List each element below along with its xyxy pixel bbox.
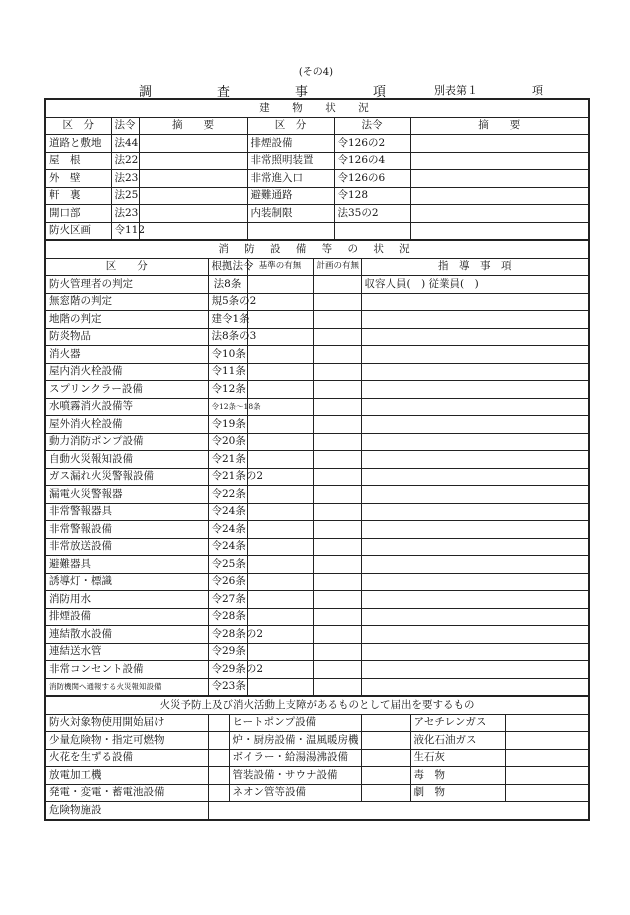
plan-check-field[interactable] (313, 538, 361, 556)
legal-basis: 令10条 (208, 346, 247, 364)
legal-basis: 法8条 (208, 276, 247, 294)
plan-check-field[interactable] (313, 293, 361, 311)
check-field[interactable] (361, 767, 410, 785)
check-field[interactable] (505, 784, 589, 802)
sheet-number: (その4) (298, 67, 334, 78)
check-field[interactable] (208, 767, 229, 785)
table-row (45, 451, 589, 469)
standard-check-field[interactable] (247, 381, 313, 399)
plan-check-field[interactable] (313, 678, 361, 696)
check-field[interactable] (208, 749, 229, 767)
guidance-field[interactable] (361, 556, 589, 574)
table-cell: 内装制限 (247, 205, 334, 223)
plan-check-field[interactable] (313, 311, 361, 329)
legal-basis: 令21条 (208, 451, 247, 469)
legal-basis: 令23条 (208, 678, 247, 696)
table-cell: 非常進入口 (247, 170, 334, 188)
check-field[interactable] (361, 732, 410, 750)
plan-check-field[interactable] (313, 591, 361, 609)
table-row (45, 381, 589, 399)
building-section-title: 建 物 状 況 (45, 99, 589, 117)
legal-basis: 令20条 (208, 433, 247, 451)
table-cell (247, 222, 334, 240)
report-item: ヒートポンプ設備 (229, 714, 361, 732)
entry-field[interactable] (410, 187, 589, 205)
standard-check-field[interactable] (247, 346, 313, 364)
check-field[interactable] (505, 732, 589, 750)
standard-check-field[interactable] (247, 293, 313, 311)
report-item: 劇 物 (410, 784, 505, 802)
equipment-name: 動力消防ポンプ設備 (45, 433, 208, 451)
standard-check-field[interactable] (247, 538, 313, 556)
equipment-name: 誘導灯・標識 (45, 573, 208, 591)
table-row (45, 346, 589, 364)
report-item: 毒 物 (410, 767, 505, 785)
plan-check-field[interactable] (313, 416, 361, 434)
table-cell: 屋 根 (45, 152, 111, 170)
legal-basis: 令21条の2 (208, 468, 247, 486)
guidance-field[interactable] (361, 311, 589, 329)
legal-basis: 建令1条 (208, 311, 247, 329)
table-row (45, 486, 589, 504)
plan-check-field[interactable] (313, 503, 361, 521)
table-row (45, 152, 589, 170)
equipment-name: 地階の判定 (45, 311, 208, 329)
guidance-field[interactable] (361, 678, 589, 696)
plan-check-field[interactable] (313, 433, 361, 451)
entry-field[interactable] (410, 135, 589, 153)
report-item: 生石灰 (410, 749, 505, 767)
table-row (45, 328, 589, 346)
table-cell (334, 222, 410, 240)
table-cell: 法35の2 (334, 205, 410, 223)
guidance-field[interactable] (361, 661, 589, 679)
check-field[interactable] (505, 767, 589, 785)
entry-field[interactable] (139, 187, 247, 205)
column-header: 基準の有無 (247, 258, 313, 276)
guidance-field[interactable] (361, 486, 589, 504)
plan-check-field[interactable] (313, 556, 361, 574)
table-row (45, 187, 589, 205)
entry-field[interactable] (410, 205, 589, 223)
equipment-name: 水噴霧消火設備等 (45, 398, 208, 416)
table-row (45, 784, 589, 802)
standard-check-field[interactable] (247, 363, 313, 381)
table-row (45, 626, 589, 644)
equipment-name: 防火管理者の判定 (45, 276, 208, 294)
table-row (45, 398, 589, 416)
plan-check-field[interactable] (313, 521, 361, 539)
equipment-name: 非常放送設備 (45, 538, 208, 556)
check-field[interactable] (208, 714, 229, 732)
guidance-field[interactable] (361, 643, 589, 661)
table-cell: 令126の6 (334, 170, 410, 188)
table-cell: 令128 (334, 187, 410, 205)
standard-check-field[interactable] (247, 451, 313, 469)
table-row (45, 276, 589, 294)
report-item: 液化石油ガス (410, 732, 505, 750)
table-row (45, 468, 589, 486)
table-row (45, 311, 589, 329)
survey-table (44, 98, 590, 821)
table-row (45, 749, 589, 767)
table-row (45, 433, 589, 451)
standard-check-field[interactable] (247, 573, 313, 591)
table-row (45, 135, 589, 153)
table-cell: 道路と敷地 (45, 135, 111, 153)
table-cell: 避難通路 (247, 187, 334, 205)
item-label: 項 (532, 84, 543, 97)
plan-check-field[interactable] (313, 626, 361, 644)
legal-basis: 令29条の2 (208, 661, 247, 679)
equipment-name: 無窓階の判定 (45, 293, 208, 311)
table-cell: 令126の2 (334, 135, 410, 153)
equipment-name: 消防機関へ通報する火災報知設備 (45, 678, 208, 696)
plan-check-field[interactable] (313, 398, 361, 416)
report-item: 火花を生ずる設備 (45, 749, 208, 767)
table-row (45, 416, 589, 434)
check-field[interactable] (208, 784, 229, 802)
column-header: 法令 (111, 117, 139, 135)
table-row (45, 573, 589, 591)
table-row (45, 538, 589, 556)
column-header: 摘 要 (139, 117, 247, 135)
legal-basis: 規5条の2 (208, 293, 247, 311)
equipment-name: 非常コンセント設備 (45, 661, 208, 679)
survey-form (44, 66, 588, 821)
standard-check-field[interactable] (247, 416, 313, 434)
check-field[interactable] (505, 749, 589, 767)
legal-basis: 令26条 (208, 573, 247, 591)
check-field[interactable] (505, 714, 589, 732)
plan-check-field[interactable] (313, 661, 361, 679)
equipment-name: 消火器 (45, 346, 208, 364)
table-cell: 防火区画 (45, 222, 111, 240)
legal-basis: 令28条の2 (208, 626, 247, 644)
table-row (45, 503, 589, 521)
table-cell: 開口部 (45, 205, 111, 223)
plan-check-field[interactable] (313, 573, 361, 591)
table-row (45, 661, 589, 679)
legal-basis: 令24条 (208, 521, 247, 539)
column-header: 指 導 事 項 (361, 258, 589, 276)
plan-check-field[interactable] (313, 643, 361, 661)
standard-check-field[interactable] (247, 503, 313, 521)
table-cell: 法25 (111, 187, 139, 205)
report-item: 防火対象物使用開始届け (45, 714, 208, 732)
standard-check-field[interactable] (247, 556, 313, 574)
table-cell: 外 壁 (45, 170, 111, 188)
standard-check-field[interactable] (247, 521, 313, 539)
fire-section-title: 消 防 設 備 等 の 状 況 (45, 240, 589, 258)
plan-check-field[interactable] (313, 381, 361, 399)
column-header: 根拠法令 (208, 258, 247, 276)
column-header: 区 分 (45, 117, 111, 135)
table-row (45, 99, 589, 117)
report-item: 危険物施設 (45, 802, 208, 820)
guidance-field[interactable] (361, 608, 589, 626)
legal-basis: 令24条 (208, 503, 247, 521)
report-item: 放電加工機 (45, 767, 208, 785)
table-row (45, 556, 589, 574)
entry-field[interactable] (139, 135, 247, 153)
guidance-field[interactable] (361, 381, 589, 399)
plan-check-field[interactable] (313, 468, 361, 486)
entry-field[interactable] (139, 205, 247, 223)
entry-field[interactable] (410, 170, 589, 188)
report-item: アセチレンガス (410, 714, 505, 732)
legal-basis: 令25条 (208, 556, 247, 574)
equipment-name: 屋内消火栓設備 (45, 363, 208, 381)
equipment-name: 漏電火災警報器 (45, 486, 208, 504)
table-cell: 令112 (111, 222, 139, 240)
plan-check-field[interactable] (313, 328, 361, 346)
entry-field[interactable] (139, 170, 247, 188)
equipment-name: 連結送水管 (45, 643, 208, 661)
table-row (45, 170, 589, 188)
table-cell: 排煙設備 (247, 135, 334, 153)
table-row (45, 240, 589, 258)
plan-check-field[interactable] (313, 363, 361, 381)
equipment-name: 非常警報設備 (45, 521, 208, 539)
entry-field[interactable] (410, 222, 589, 240)
guidance-field[interactable] (361, 398, 589, 416)
equipment-name: 連結散水設備 (45, 626, 208, 644)
legal-basis: 令11条 (208, 363, 247, 381)
form-title: 調 査 事 項 (139, 85, 413, 100)
column-header: 法令 (334, 117, 410, 135)
check-field[interactable] (361, 784, 410, 802)
plan-check-field[interactable] (313, 486, 361, 504)
table-row (45, 732, 589, 750)
plan-check-field[interactable] (313, 608, 361, 626)
plan-check-field[interactable] (313, 346, 361, 364)
table-row (45, 678, 589, 696)
table-row (45, 293, 589, 311)
equipment-name: 消防用水 (45, 591, 208, 609)
legal-basis: 令27条 (208, 591, 247, 609)
check-field[interactable] (361, 749, 410, 767)
standard-check-field[interactable] (247, 591, 313, 609)
guidance-field[interactable] (361, 591, 589, 609)
standard-check-field[interactable] (247, 328, 313, 346)
legal-basis: 令22条 (208, 486, 247, 504)
equipment-name: 防炎物品 (45, 328, 208, 346)
table-row (45, 205, 589, 223)
report-item: ボイラー・給湯湯沸設備 (229, 749, 361, 767)
guidance-field[interactable] (361, 521, 589, 539)
standard-check-field[interactable] (247, 276, 313, 294)
report-item: ネオン管等設備 (229, 784, 361, 802)
equipment-name: 非常警報器具 (45, 503, 208, 521)
check-field[interactable] (361, 714, 410, 732)
table-row (45, 222, 589, 240)
guidance-note: 収容人員( ) 従業員( ) (361, 276, 589, 294)
guidance-field[interactable] (361, 328, 589, 346)
guidance-field[interactable] (361, 293, 589, 311)
guidance-field[interactable] (361, 573, 589, 591)
standard-check-field[interactable] (247, 486, 313, 504)
equipment-name: 避難器具 (45, 556, 208, 574)
column-header: 摘 要 (410, 117, 589, 135)
guidance-field[interactable] (361, 346, 589, 364)
standard-check-field[interactable] (247, 311, 313, 329)
legal-basis: 令28条 (208, 608, 247, 626)
guidance-field[interactable] (361, 416, 589, 434)
table-row (45, 591, 589, 609)
legal-basis: 令12条 (208, 381, 247, 399)
plan-check-field[interactable] (313, 451, 361, 469)
appendix-label: 別表第１ (434, 84, 478, 97)
standard-check-field[interactable] (247, 643, 313, 661)
guidance-field[interactable] (361, 363, 589, 381)
column-header: 計画の有無 (313, 258, 361, 276)
equipment-name: ガス漏れ火災警報設備 (45, 468, 208, 486)
entry-field[interactable] (208, 802, 589, 820)
equipment-name: スプリンクラー設備 (45, 381, 208, 399)
legal-basis: 令24条 (208, 538, 247, 556)
guidance-field[interactable] (361, 626, 589, 644)
table-row (45, 802, 589, 820)
table-row (45, 608, 589, 626)
guidance-field[interactable] (361, 503, 589, 521)
guidance-field[interactable] (361, 538, 589, 556)
table-cell: 軒 裏 (45, 187, 111, 205)
report-section-title: 火災予防上及び消火活動上支障があるものとして届出を要するもの (45, 696, 589, 714)
table-cell: 法23 (111, 170, 139, 188)
table-row (45, 363, 589, 381)
guidance-field[interactable] (361, 433, 589, 451)
table-row (45, 117, 589, 135)
guidance-field[interactable] (361, 468, 589, 486)
table-row (45, 714, 589, 732)
table-cell: 法22 (111, 152, 139, 170)
standard-check-field[interactable] (247, 433, 313, 451)
column-header: 区 分 (45, 258, 208, 276)
check-field[interactable] (208, 732, 229, 750)
standard-check-field[interactable] (247, 678, 313, 696)
legal-basis: 令19条 (208, 416, 247, 434)
table-row (45, 258, 589, 276)
equipment-name: 自動火災報知設備 (45, 451, 208, 469)
equipment-name: 屋外消火栓設備 (45, 416, 208, 434)
guidance-field[interactable] (361, 451, 589, 469)
report-item: 発電・変電・蓄電池設備 (45, 784, 208, 802)
table-row (45, 521, 589, 539)
standard-check-field[interactable] (247, 608, 313, 626)
legal-basis: 令12条～18条 (208, 398, 247, 416)
form-header (44, 80, 588, 98)
entry-field[interactable] (139, 152, 247, 170)
plan-check-field[interactable] (313, 276, 361, 294)
table-row (45, 643, 589, 661)
entry-field[interactable] (410, 152, 589, 170)
equipment-name: 排煙設備 (45, 608, 208, 626)
table-row (45, 696, 589, 714)
report-item: 炉・厨房設備・温風暖房機 (229, 732, 361, 750)
report-item: 管装設備・サウナ設備 (229, 767, 361, 785)
legal-basis: 令29条 (208, 643, 247, 661)
entry-field[interactable] (139, 222, 247, 240)
table-cell: 法44 (111, 135, 139, 153)
table-cell: 法23 (111, 205, 139, 223)
report-item: 少量危険物・指定可燃物 (45, 732, 208, 750)
table-cell: 令126の4 (334, 152, 410, 170)
legal-basis: 法8条の3 (208, 328, 247, 346)
table-cell: 非常照明装置 (247, 152, 334, 170)
table-row (45, 767, 589, 785)
column-header: 区 分 (247, 117, 334, 135)
